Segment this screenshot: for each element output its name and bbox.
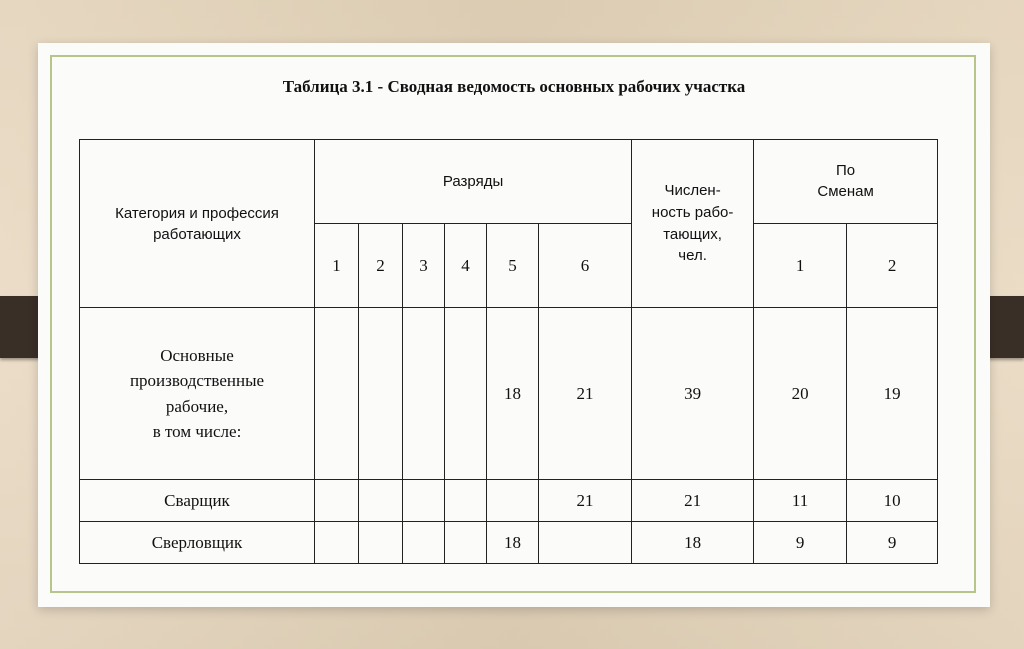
headcount-cell: 39 xyxy=(632,308,754,480)
headcount-header xyxy=(632,140,754,308)
rank-2-header: 2 xyxy=(359,224,403,308)
category-header-line-2: работающих xyxy=(153,225,241,243)
shift-1-header: 1 xyxy=(754,224,847,308)
rank-1-cell xyxy=(315,308,359,480)
table-row xyxy=(80,522,938,564)
rank-4-cell xyxy=(445,522,487,564)
row-name: Сверловщик xyxy=(80,522,315,564)
headcount-cell: 21 xyxy=(632,480,754,522)
rank-3-cell xyxy=(403,522,445,564)
rank-4-cell xyxy=(445,480,487,522)
header-row-1 xyxy=(80,140,938,224)
category-header xyxy=(80,140,315,308)
document-page xyxy=(38,43,990,607)
rank-6-cell xyxy=(539,522,632,564)
rank-1-cell xyxy=(315,522,359,564)
shift-1-cell: 9 xyxy=(754,522,847,564)
rank-5-cell: 18 xyxy=(487,522,539,564)
shift-1-cell: 20 xyxy=(754,308,847,480)
row-name-line: в том числе: xyxy=(152,422,242,441)
rank-4-cell xyxy=(445,308,487,480)
shift-1-cell: 11 xyxy=(754,480,847,522)
rank-4-header: 4 xyxy=(445,224,487,308)
rank-1-cell xyxy=(315,480,359,522)
rank-5-cell: 18 xyxy=(487,308,539,480)
ranks-header-label: Разряды xyxy=(442,172,504,190)
rank-5-cell xyxy=(487,480,539,522)
table-title: Таблица 3.1 - Сводная ведомость основных рабочих участка xyxy=(282,77,746,96)
rank-2-cell xyxy=(359,308,403,480)
rank-5-header: 5 xyxy=(487,224,539,308)
table-row xyxy=(80,308,938,480)
headcount-header-line-2: ность рабо- xyxy=(651,203,734,221)
ranks-header xyxy=(315,140,632,224)
category-header-line-1: Категория и профессия xyxy=(115,204,279,222)
table-row xyxy=(80,480,938,522)
row-name-line: Основные xyxy=(160,345,234,365)
rank-6-cell: 21 xyxy=(539,480,632,522)
rank-1-header: 1 xyxy=(315,224,359,308)
shift-2-cell: 19 xyxy=(847,308,938,480)
rank-3-header: 3 xyxy=(403,224,445,308)
shift-2-cell: 10 xyxy=(847,480,938,522)
rank-2-cell xyxy=(359,480,403,522)
headcount-header-line-4: чел. xyxy=(678,247,707,265)
shifts-header-line-1: По xyxy=(836,162,856,180)
shift-2-cell: 9 xyxy=(847,522,938,564)
shift-2-header: 2 xyxy=(847,224,938,308)
rank-2-cell xyxy=(359,522,403,564)
rank-3-cell xyxy=(403,308,445,480)
shifts-header xyxy=(754,140,938,224)
shifts-header-line-2: Сменам xyxy=(817,182,874,200)
row-name-line: производственные xyxy=(129,371,265,390)
headcount-header-line-1: Числен- xyxy=(664,182,721,199)
headcount-header-line-3: тающих, xyxy=(663,225,722,243)
headcount-cell: 18 xyxy=(632,522,754,564)
rank-6-header: 6 xyxy=(539,224,632,308)
rank-6-cell: 21 xyxy=(539,308,632,480)
row-name xyxy=(80,308,315,480)
row-name-line: рабочие, xyxy=(165,396,229,416)
rank-3-cell xyxy=(403,480,445,522)
row-name: Сварщик xyxy=(80,480,315,522)
staff-summary-table xyxy=(79,139,938,564)
